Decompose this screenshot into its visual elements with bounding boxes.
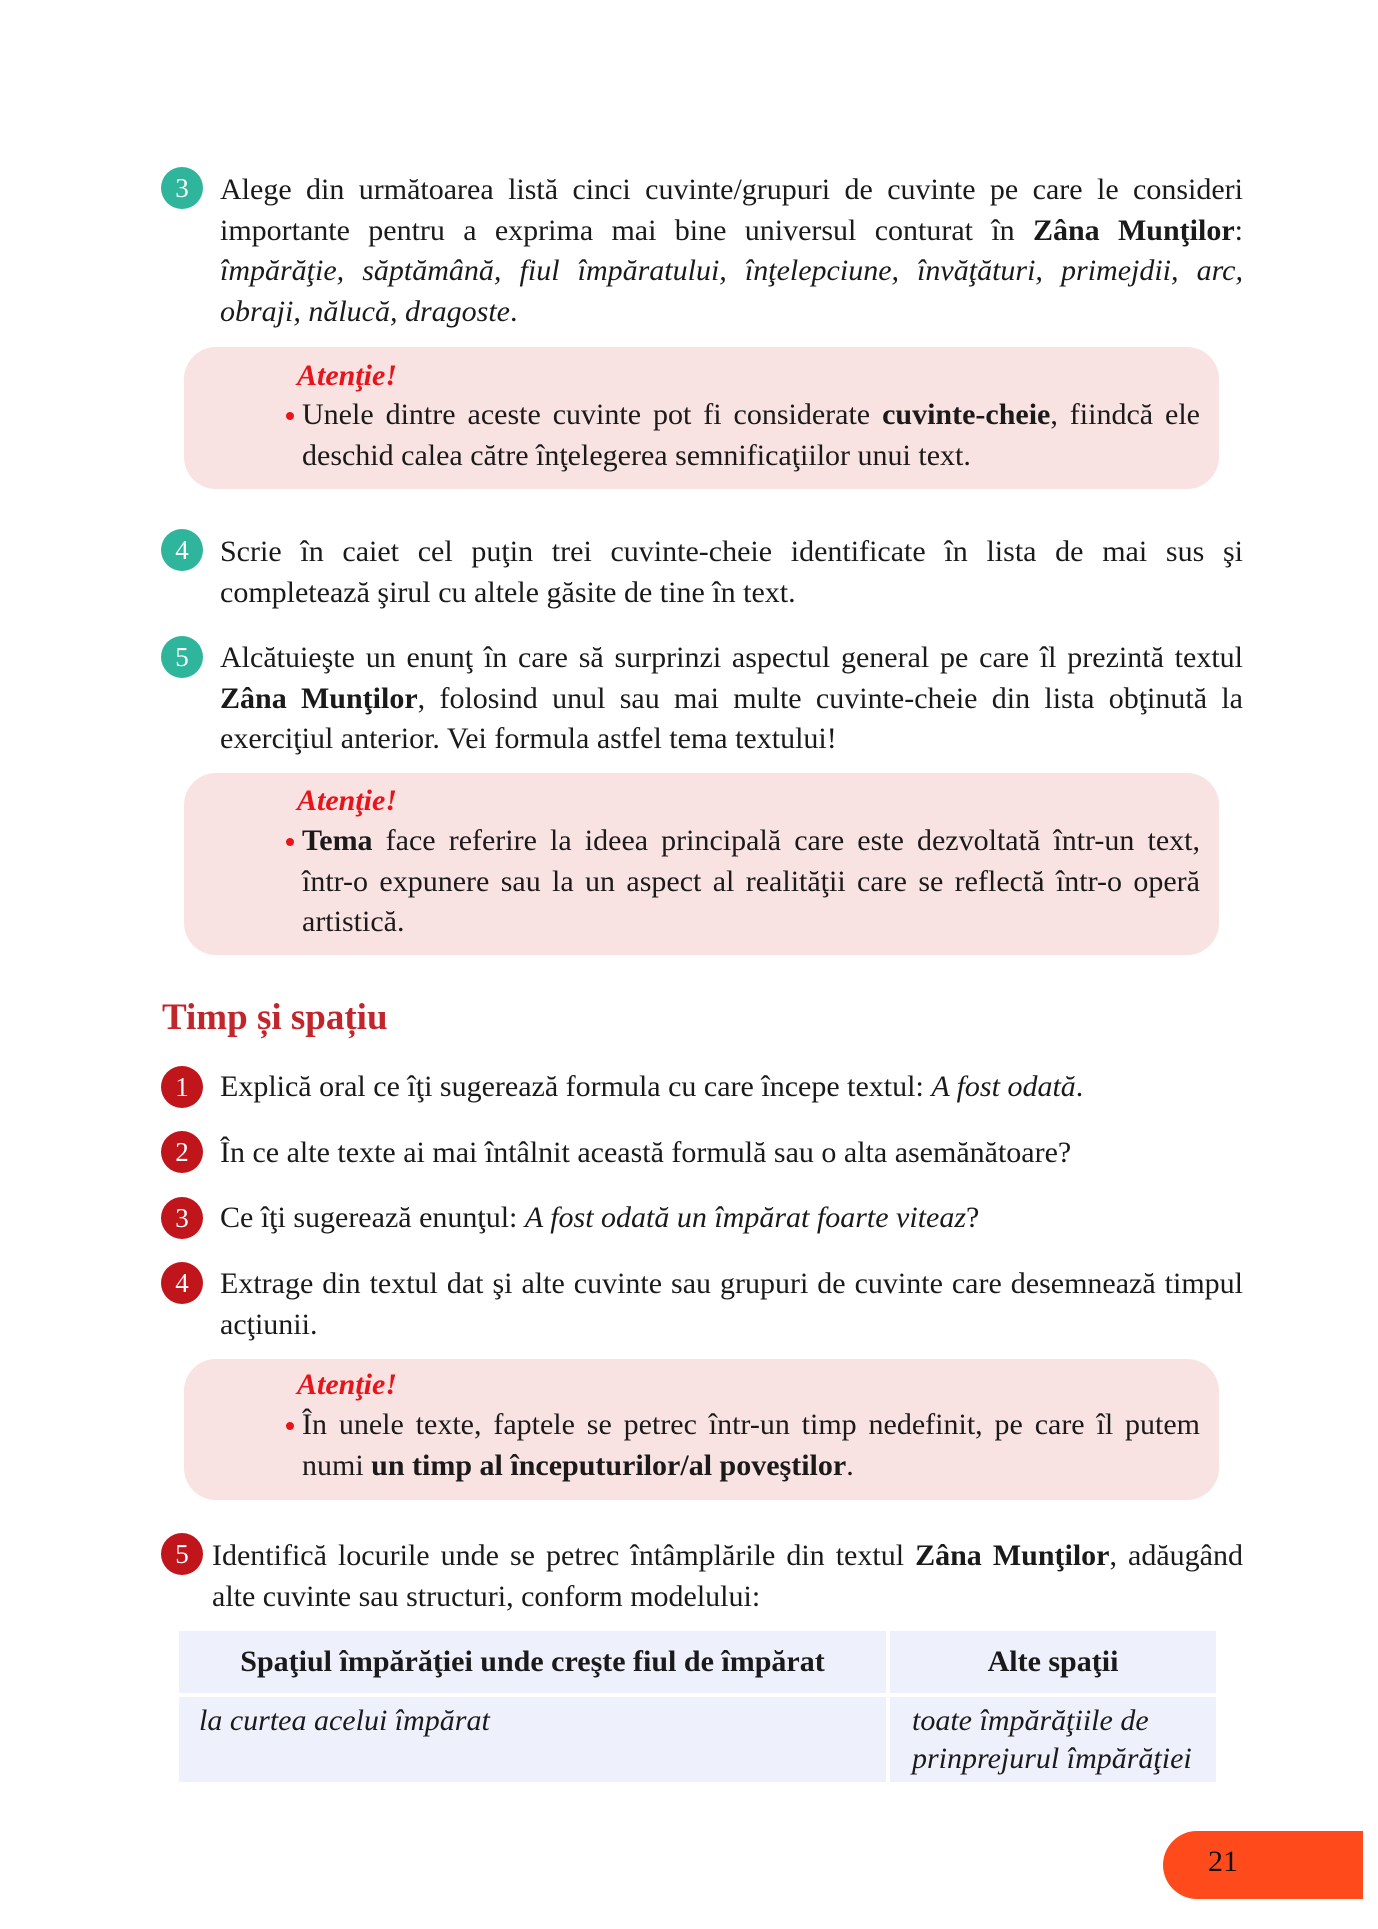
table-cell: la curtea acelui împărat bbox=[179, 1697, 886, 1782]
bold-text: cuvinte-cheie bbox=[882, 398, 1051, 431]
text-run: . bbox=[846, 1448, 854, 1482]
italic-text: A fost odată bbox=[931, 1070, 1076, 1103]
exercise-number-badge: 2 bbox=[161, 1131, 203, 1173]
places-table bbox=[175, 1627, 1220, 1786]
exercise-number-badge: 4 bbox=[161, 1262, 203, 1304]
table-header-row bbox=[179, 1631, 1216, 1693]
text-run: În ce alte texte ai mai întâlnit această formulă sau o alta asemănătoare? bbox=[220, 1136, 1072, 1169]
exercise-text bbox=[220, 1198, 1243, 1239]
text-run: Alcătuieşte un enunţ în care să surprinzi aspectul general pe care îl prezintă textul bbox=[220, 641, 1243, 674]
column-header: Spaţiul împărăţiei unde creşte fiul de împărat bbox=[179, 1631, 886, 1693]
attention-note bbox=[184, 773, 1219, 955]
note-text bbox=[302, 824, 1200, 938]
exercise-text bbox=[220, 170, 1243, 333]
text-run: face referire la ideea principală care este dezvoltată într-un text, într-o expunere sau la un aspect al realităţii care se reflectă într-o operă artistică. bbox=[302, 824, 1200, 939]
text-run: Extrage din textul dat şi alte cuvinte sau grupuri de cuvinte care desemnează timpul acţiunii. bbox=[220, 1267, 1243, 1341]
exercise-text bbox=[220, 1264, 1243, 1345]
attention-note bbox=[184, 1359, 1219, 1500]
note-bullet-text bbox=[302, 1405, 1200, 1486]
exercise-text bbox=[212, 1536, 1243, 1617]
text-run: , fiindcă ele deschid calea către înţelegerea semnificaţiilor unui text. bbox=[302, 398, 1200, 472]
note-title: Atenţie! bbox=[297, 359, 398, 392]
exercise-number-badge: 4 bbox=[161, 529, 203, 571]
note-bullet-text bbox=[302, 395, 1200, 476]
text-run: . bbox=[510, 295, 518, 329]
italic-text: A fost odată un împărat foarte viteaz bbox=[524, 1201, 967, 1234]
bold-text: Zâna Munţilor bbox=[915, 1539, 1110, 1572]
bullet-icon bbox=[286, 412, 294, 420]
page-number: 21 bbox=[1208, 1845, 1238, 1878]
bullet-icon bbox=[286, 1422, 294, 1430]
text-run: Alege din următoarea listă cinci cuvinte/grupuri de cuvinte pe care le consideri importante pentru a exprima mai bine universul conturat în bbox=[220, 173, 1243, 247]
exercise-number-badge: 3 bbox=[161, 167, 203, 209]
attention-note bbox=[184, 347, 1219, 489]
text-run: , adăugând alte cuvinte sau structuri, conform modelului: bbox=[212, 1539, 1243, 1613]
exercise-number-badge: 5 bbox=[161, 1533, 203, 1575]
text-run: . bbox=[1075, 1070, 1084, 1103]
bold-text: Zâna Munţilor bbox=[220, 681, 418, 715]
note-title: Atenţie! bbox=[297, 1368, 398, 1401]
table-cell: toate împărăţiile de prinprejurul împărăţiei bbox=[890, 1697, 1216, 1782]
italic-text: împărăţie, săptămână, fiul împăratului, înţelepciune, învăţături, primejdii, arc, obraji, nălucă, dragoste bbox=[220, 254, 1243, 329]
text-run: În unele texte, faptele se petrec într-un timp nedefinit, pe care îl putem numi bbox=[302, 1408, 1200, 1482]
text-run: Explică oral ce îţi sugerează formula cu care începe textul: bbox=[220, 1070, 932, 1103]
bold-text: un timp al începuturilor/al poveştilor bbox=[371, 1448, 847, 1482]
bullet-icon bbox=[286, 838, 294, 846]
page-number-tab bbox=[1163, 1831, 1363, 1899]
note-title: Atenţie! bbox=[297, 784, 398, 817]
text-run: : bbox=[1234, 213, 1243, 247]
exercise-text bbox=[220, 638, 1243, 760]
note-text bbox=[302, 1408, 1200, 1482]
exercise-text bbox=[220, 532, 1243, 613]
exercise-number-badge: 5 bbox=[161, 636, 203, 678]
text-run: Scrie în caiet cel puţin trei cuvinte-cheie identificate în lista de mai sus şi completează şirul cu altele găsite de tine în text. bbox=[220, 535, 1243, 609]
column-header: Alte spaţii bbox=[890, 1631, 1216, 1693]
text-run: ? bbox=[966, 1201, 980, 1234]
exercise-number-badge: 3 bbox=[161, 1197, 203, 1239]
text-run: Identifică locurile unde se petrec întâmplările din textul bbox=[212, 1539, 916, 1572]
text-run: , folosind unul sau mai multe cuvinte-cheie din lista obţinută la exerciţiul anterior. Vei formula astfel tema textului! bbox=[220, 681, 1243, 756]
bold-text: Tema bbox=[302, 824, 373, 857]
exercise-number-badge: 1 bbox=[161, 1066, 203, 1108]
bold-text: Zâna Munţilor bbox=[1032, 213, 1235, 247]
note-text bbox=[302, 398, 1200, 472]
text-run: Unele dintre aceste cuvinte pot fi considerate bbox=[302, 398, 883, 431]
text-run: Ce îţi sugerează enunţul: bbox=[220, 1201, 525, 1234]
exercise-text bbox=[220, 1133, 1243, 1174]
exercise-text bbox=[220, 1067, 1243, 1108]
section-heading: Timp și spațiu bbox=[162, 997, 388, 1038]
note-bullet-text bbox=[302, 821, 1200, 943]
table-row bbox=[179, 1697, 1216, 1782]
